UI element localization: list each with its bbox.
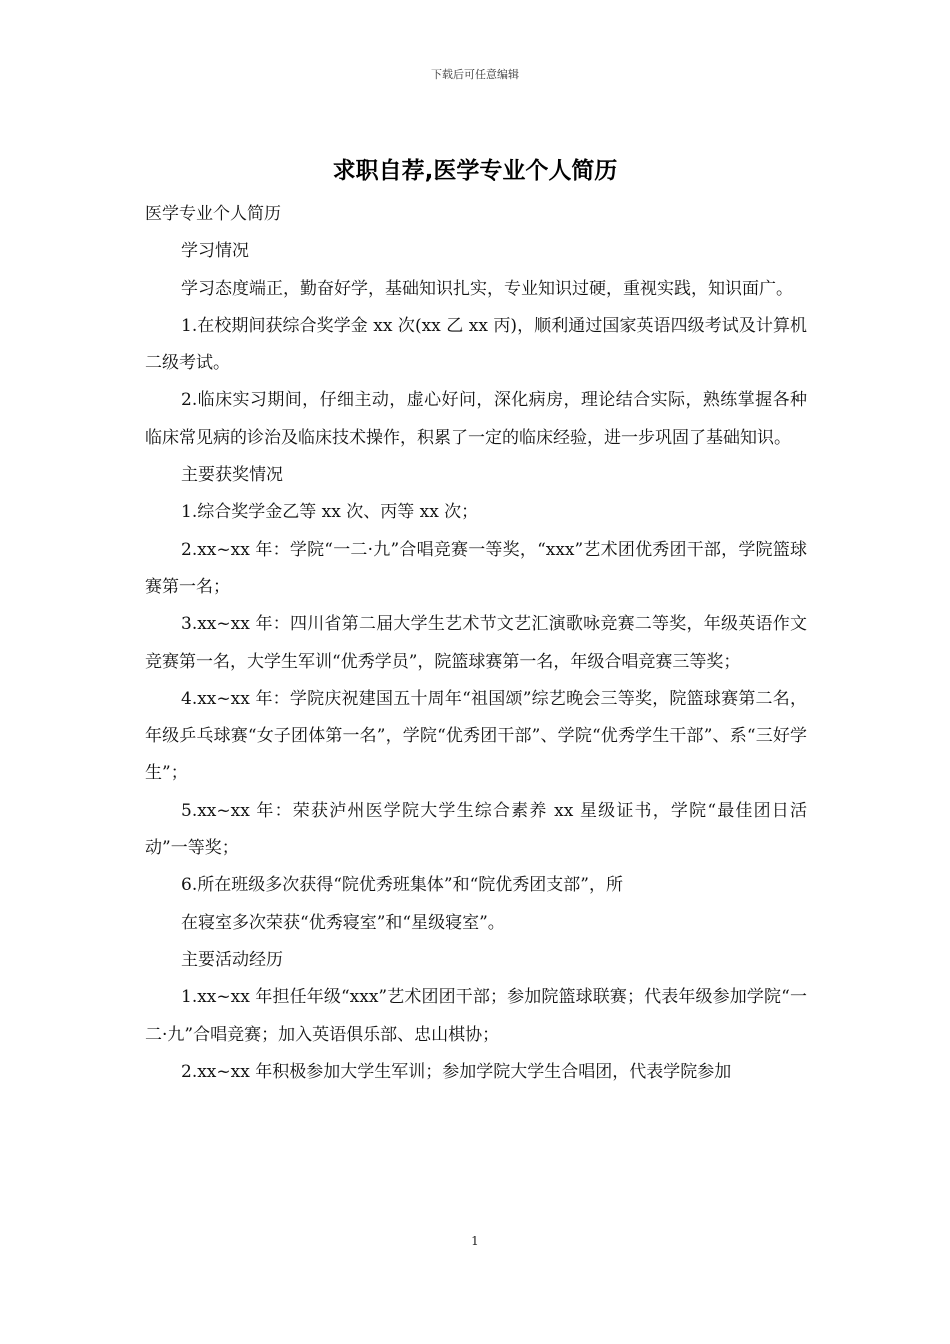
award-item-3: 3.xx~xx 年：四川省第二届大学生艺术节文艺汇演歌咏竞赛二等奖，年级英语作文竞赛第一名，大学生军训“优秀学员”，院篮球赛第一名，年级合唱竞赛三等奖； [145,614,807,672]
section-heading-activities: 主要活动经历 [181,949,283,970]
study-item-2: 2.临床实习期间，仔细主动，虚心好问，深化病房，理论结合实际，熟练掌握各种临床常见病的诊治及临床技术操作，积累了一定的临床经验，进一步巩固了基础知识。 [145,390,807,448]
award-item-6-continued: 在寝室多次荣获“优秀寝室”和“星级寝室”。 [181,912,505,933]
award-item-1: 1.综合奖学金乙等 xx 次、丙等 xx 次； [181,502,479,523]
header-note: 下载后可任意编辑 [431,68,519,81]
document-body [145,196,807,1091]
study-summary-paragraph: 学习态度端正，勤奋好学，基础知识扎实，专业知识过硬，重视实践，知识面广。 [181,278,793,299]
award-item-6: 6.所在班级多次获得“院优秀班集体”和“院优秀团支部”，所 [181,875,623,896]
study-item-1: 1.在校期间获综合奖学金 xx 次(xx 乙 xx 丙)，顺利通过国家英语四级考试及计算机二级考试。 [145,315,807,374]
resume-subtitle: 医学专业个人简历 [145,204,281,224]
section-heading-study: 学习情况 [181,241,249,262]
section-heading-awards: 主要获奖情况 [181,465,283,486]
award-item-2: 2.xx~xx 年：学院“一二·九”合唱竞赛一等奖，“xxx”艺术团优秀团干部，学院篮球赛第一名； [145,539,807,597]
document-title: 求职自荐,医学专业个人简历 [332,158,618,184]
page-number: 1 [471,1234,479,1248]
award-item-4: 4.xx~xx 年：学院庆祝建国五十周年“祖国颂”综艺晚会三等奖，院篮球赛第二名，年级乒乓球赛“女子团体第一名”，学院“优秀团干部”、学院“优秀学生干部”、系“三好学生”； [145,688,807,784]
activity-item-2: 2.xx~xx 年积极参加大学生军训；参加学院大学生合唱团，代表学院参加 [181,1061,732,1082]
activity-item-1: 1.xx~xx 年担任年级“xxx”艺术团团干部；参加院篮球联赛；代表年级参加学院“一二·九”合唱竞赛；加入英语俱乐部、忠山棋协； [145,987,807,1045]
award-item-5: 5.xx~xx 年：荣获泸州医学院大学生综合素养 xx 星级证书，学院“最佳团日活动”一等奖； [145,800,807,859]
